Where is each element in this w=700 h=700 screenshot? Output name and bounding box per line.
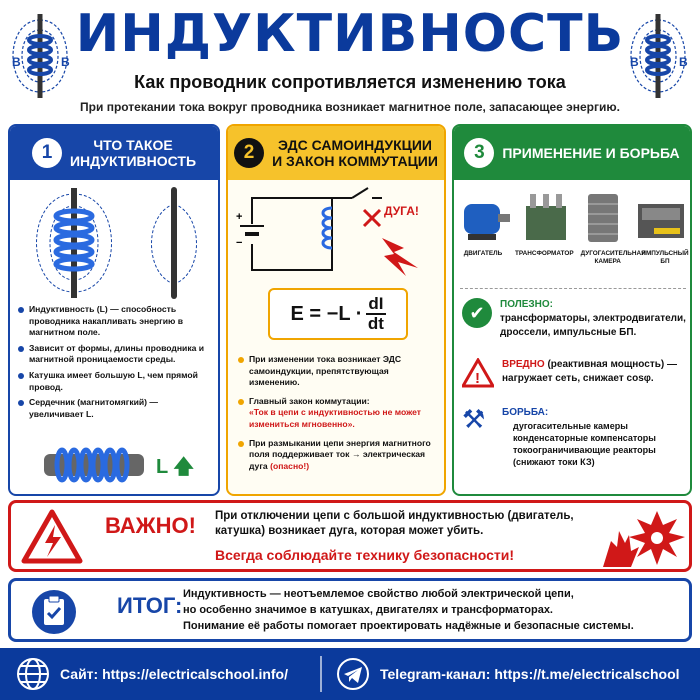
intro-text: При протекании тока вокруг проводника возникает магнитное поле, запасающее энергию. <box>80 100 620 114</box>
core-coil-icon <box>40 444 150 486</box>
page-subtitle: Как проводник сопротивляется изменению тока <box>134 72 566 92</box>
coil-vs-wire-diagram <box>14 184 214 302</box>
bullet-item: Сердечник (магнитомягкий) — увеличивает L. <box>18 397 214 420</box>
section-title-line: ЧТО ТАКОЕ <box>93 136 173 153</box>
electric-shock-icon <box>601 507 687 569</box>
summary-line: но особенно значимое в катушках, двигателях и трансформаторах. <box>183 603 553 616</box>
device-label: ИМПУЛЬСНЫЙ БП <box>641 250 689 265</box>
site-link[interactable]: Сайт: https://electricalschool.info/ <box>60 666 288 682</box>
list-item: конденсаторные компенсаторы <box>513 433 656 444</box>
section-header <box>10 126 218 180</box>
arc-label: ДУГА! <box>384 204 419 218</box>
svg-text:!: ! <box>475 370 480 387</box>
commutation-law-quote: «Ток в цепи с индуктивностью не может измениться мгновенно». <box>249 407 421 429</box>
telegram-link[interactable]: Telegram-канал: https://t.me/electricalschool <box>380 666 680 682</box>
fight-title: БОРЬБА: <box>502 407 549 418</box>
devices-illustration <box>458 190 690 246</box>
b-label: B <box>679 55 688 69</box>
warning-title: ВАЖНО! <box>105 513 196 538</box>
globe-icon <box>16 657 50 691</box>
useful-block <box>462 298 688 340</box>
transformer-icon <box>526 194 566 240</box>
harmful-block <box>462 358 688 388</box>
harmful-text: (реактивная мощность) — нагружает сеть, снижает cosφ. <box>502 359 677 384</box>
arrow-up-icon: 🡅 <box>173 456 194 478</box>
device-label: ДВИГАТЕЛЬ <box>463 250 503 257</box>
footer-telegram[interactable] <box>322 657 680 691</box>
section-number: 1 <box>32 138 62 168</box>
warning-icon <box>462 358 494 388</box>
section-number: 3 <box>464 138 494 168</box>
section-applications <box>452 124 692 496</box>
bullet-item: Катушка имеет большую L, чем прямой провод. <box>18 370 214 393</box>
section-title-line: ЭДС САМОИНДУКЦИИ <box>278 136 432 153</box>
summary-title: ИТОГ: <box>117 593 183 618</box>
useful-title: ПОЛЕЗНО: <box>500 299 553 310</box>
danger-note: (опасно!) <box>270 460 310 471</box>
summary-line: Понимание её работы помогает проектировать надёжные и безопасные системы. <box>183 619 634 632</box>
footer-site[interactable] <box>0 657 320 691</box>
section-title-line: И ЗАКОН КОММУТАЦИИ <box>272 153 438 169</box>
harmful-title: ВРЕДНО <box>502 359 545 370</box>
useful-text: трансформаторы, электродвигатели, дроссели, импульсные БП. <box>500 313 686 338</box>
circuit-diagram <box>232 184 442 284</box>
footer <box>0 648 700 700</box>
formula-lhs: E = −L · <box>290 302 363 325</box>
fight-block <box>462 406 688 469</box>
bullet-item: При изменении тока возникает ЭДС самоиндукции, препятствующая изменению. <box>238 354 440 389</box>
motor-icon <box>464 204 510 240</box>
section-title-line: ИНДУКТИВНОСТЬ <box>69 153 197 169</box>
page-title: ИНДУКТИВНОСТЬ <box>75 4 625 64</box>
clipboard-check-icon <box>31 589 77 635</box>
b-label: B <box>12 55 21 69</box>
section-header <box>228 126 444 180</box>
summary-line: Индуктивность — неотъемлемое свойство любой электрической цепи, <box>183 588 574 600</box>
list-item: токоограничивающие реакторы (снижают токи КЗ) <box>513 445 656 468</box>
svg-text:+: + <box>236 211 243 223</box>
device-label: ДУГОГАСИТЕЛЬНАЯ КАМЕРА <box>580 250 646 265</box>
bullet-item: Индуктивность (L) — способность проводника накапливать энергию в магнитном поле. <box>18 304 214 339</box>
formula-numerator: dI <box>368 294 384 314</box>
safety-slogan: Всегда соблюдайте технику безопасности! <box>215 547 515 563</box>
l-increase-label: L 🡅 <box>156 456 194 478</box>
tools-icon: ⚒ <box>462 404 486 434</box>
formula-denominator: dt <box>367 314 384 333</box>
formula-box <box>268 288 408 340</box>
warning-box <box>8 500 692 572</box>
bullet-item: Зависит от формы, длины проводника и магнитной проницаемости среды. <box>18 343 214 366</box>
check-icon: ✔ <box>462 298 492 328</box>
section-number: 2 <box>234 138 264 168</box>
power-supply-icon <box>638 204 684 238</box>
warning-text: При отключении цепи с большой индуктивностью (двигатель, катушка) возникает дуга, которая может убить. <box>215 510 574 537</box>
b-label: B <box>61 55 70 69</box>
section-self-induction <box>226 124 446 496</box>
bullet-item: При размыкании цепи энергия магнитного поля поддерживает ток → электрическая дуга (опасно!) <box>238 438 440 473</box>
summary-box <box>8 578 692 642</box>
high-voltage-icon <box>21 509 83 565</box>
arc-chute-icon <box>588 194 618 242</box>
b-label: B <box>630 55 639 69</box>
device-label: ТРАНСФОРМАТОР <box>515 250 574 257</box>
svg-text:−: − <box>236 237 243 249</box>
bullet-item: Главный закон коммутации: «Ток в цепи с индуктивностью не может измениться мгновенно». <box>238 396 440 431</box>
list-item: дугогасительные камеры <box>513 421 628 431</box>
section-header <box>454 126 690 180</box>
telegram-icon <box>336 657 370 691</box>
section-title: ПРИМЕНЕНИЕ И БОРЬБА <box>502 144 680 161</box>
section-what-is-inductance <box>8 124 220 496</box>
